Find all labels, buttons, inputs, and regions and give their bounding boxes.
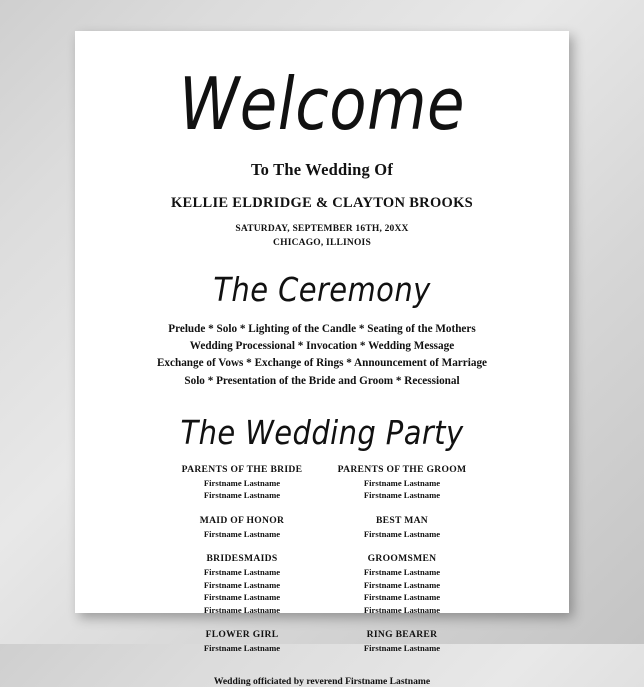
party-member-name: Firstname Lastname: [363, 490, 441, 501]
party-member-name: Firstname Lastname: [203, 643, 281, 654]
wedding-date: SATURDAY, SEPTEMBER 16TH, 20XX: [235, 224, 409, 234]
couple-names: KELLIE ELDRIDGE & CLAYTON BROOKS: [170, 195, 474, 211]
party-group: [162, 629, 322, 654]
party-member-name: Firstname Lastname: [203, 528, 281, 539]
party-group-title: PARENTS OF THE BRIDE: [181, 463, 303, 475]
party-member-name: Firstname Lastname: [203, 567, 281, 578]
party-group-title: RING BEARER: [366, 629, 438, 641]
ceremony-order-list: [75, 321, 569, 390]
party-group: [322, 515, 482, 540]
party-group-title: BRIDESMAIDS: [206, 553, 278, 565]
wedding-program-poster: [75, 31, 569, 687]
wedding-party-heading: The Wedding Party: [180, 413, 464, 453]
party-group-title: MAID OF HONOR: [199, 514, 285, 526]
wedding-party-right-column: [322, 464, 482, 668]
event-details: [75, 223, 569, 251]
party-member-name: Firstname Lastname: [203, 477, 281, 488]
wedding-party-left-column: [162, 464, 322, 668]
party-group: [322, 553, 482, 616]
party-group: [322, 629, 482, 654]
welcome-title: Welcome: [178, 63, 466, 147]
party-member-name: Firstname Lastname: [203, 592, 281, 603]
party-group: [162, 553, 322, 616]
party-member-name: Firstname Lastname: [363, 579, 441, 590]
wedding-subtitle: To The Wedding Of: [250, 160, 394, 179]
party-member-name: Firstname Lastname: [203, 579, 281, 590]
party-member-name: Firstname Lastname: [203, 490, 281, 501]
party-group: [162, 515, 322, 540]
party-member-name: Firstname Lastname: [363, 567, 441, 578]
party-group: [162, 464, 322, 502]
party-member-name: Firstname Lastname: [363, 643, 441, 654]
party-group-title: PARENTS OF THE GROOM: [337, 463, 467, 475]
party-group-title: BEST MAN: [375, 514, 429, 526]
party-member-name: Firstname Lastname: [363, 528, 441, 539]
ceremony-line: Exchange of Vows * Exchange of Rings * Announcement of Marriage: [156, 357, 488, 370]
ceremony-line: Wedding Processional * Invocation * Wedding Message: [189, 339, 455, 352]
ceremony-line: Prelude * Solo * Lighting of the Candle * Seating of the Mothers: [168, 322, 476, 335]
wedding-party-grid: [75, 464, 569, 668]
party-group-title: FLOWER GIRL: [205, 629, 279, 641]
party-member-name: Firstname Lastname: [203, 604, 281, 615]
party-member-name: Firstname Lastname: [363, 592, 441, 603]
ceremony-heading: The Ceremony: [213, 270, 431, 309]
officiant-line: Wedding officiated by reverend Firstname Lastname: [213, 675, 431, 687]
party-member-name: Firstname Lastname: [363, 477, 441, 488]
poster-content: [75, 31, 569, 687]
party-member-name: Firstname Lastname: [363, 604, 441, 615]
party-group-title: GROOMSMEN: [367, 553, 437, 565]
party-group: [322, 464, 482, 502]
wedding-location: CHICAGO, ILLINOIS: [273, 237, 371, 248]
ceremony-line: Solo * Presentation of the Bride and Groom * Recessional: [184, 374, 460, 387]
